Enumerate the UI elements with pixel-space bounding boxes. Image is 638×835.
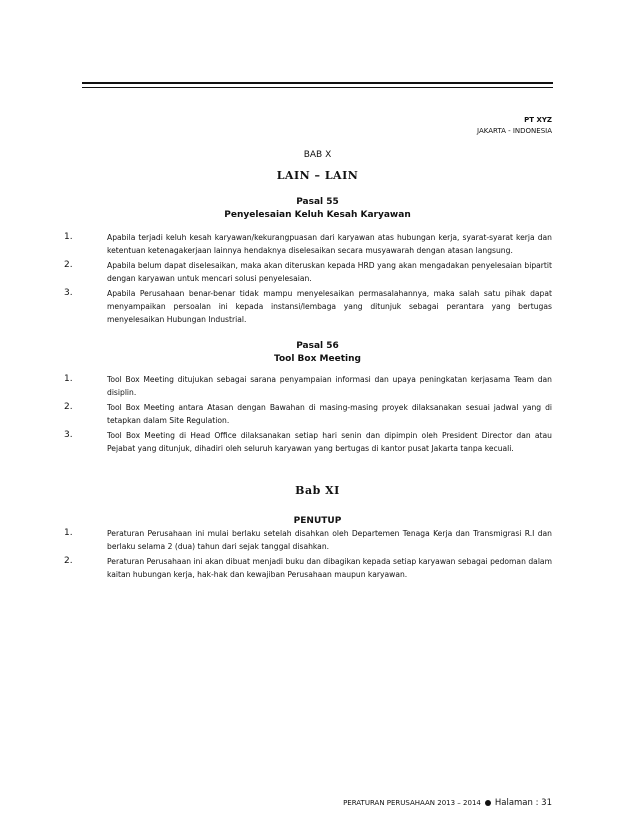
chapter-title: BAB X	[303, 150, 332, 160]
company-name: PT XYZ	[524, 116, 552, 124]
chapter-xi-title: Bab XI	[295, 484, 340, 497]
article-55-list	[64, 231, 552, 328]
list-text: Peraturan Perusahaan ini akan dibuat menjadi buku dan dibagikan kepada setiap karyawan sebagai pedoman dalam kaitan hubungan kerja, hak-hak dan kewajiban Perusahaan maupun karyawan.	[107, 557, 552, 579]
page-number: Halaman : 31	[494, 798, 552, 808]
list-number: 1.	[64, 374, 73, 384]
list-text: Apabila belum dapat diselesaikan, maka akan diteruskan kepada HRD yang akan mengadakan penyelesaian bipartit dengan karyawan untuk mencari solusi penyelesaian.	[107, 261, 552, 283]
list-number: 2.	[64, 402, 73, 412]
list-text: Tool Box Meeting ditujukan sebagai sarana penyampaian informasi dan upaya peningkatan kerjasama Team dan disiplin.	[107, 375, 552, 397]
list-text: Peraturan Perusahaan ini mulai berlaku setelah disahkan oleh Departemen Tenaga Kerja dan Transmigrasi R.I dan berlaku selama 2 (dua) tahun dari sejak tanggal disahkan.	[107, 529, 552, 551]
list-number: 1.	[64, 232, 73, 242]
article-56-title: Tool Box Meeting	[274, 354, 361, 364]
article-55-number: Pasal 55	[296, 197, 339, 207]
footer-doc-title: PERATURAN PERUSAHAAN 2013 – 2014	[343, 799, 481, 807]
company-location: JAKARTA - INDONESIA	[477, 127, 552, 135]
list-text: Apabila terjadi keluh kesah karyawan/kekurangpuasan dari karyawan atas hubungan kerja, syarat-syarat kerja dan ketentuan ketenagakerjaan lainnya hendaknya diselesaikan secara musyawarah dengan atasan langsung.	[107, 233, 552, 255]
list-item	[64, 555, 552, 581]
list-number: 2.	[64, 556, 73, 566]
page-footer	[343, 798, 552, 808]
article-55-title: Penyelesaian Keluh Kesah Karyawan	[224, 210, 411, 220]
chapter-subtitle: LAIN – LAIN	[276, 169, 359, 182]
list-number: 1.	[64, 528, 73, 538]
header-rule-thin	[82, 87, 553, 88]
header-rule	[82, 82, 553, 84]
chapter-xi-subtitle: PENUTUP	[293, 516, 342, 526]
article-56-list	[64, 373, 552, 457]
list-number: 3.	[64, 288, 73, 298]
bullet-dot-icon	[485, 800, 491, 806]
list-item	[64, 401, 552, 427]
list-number: 2.	[64, 260, 73, 270]
closing-list	[64, 527, 552, 583]
list-number: 3.	[64, 430, 73, 440]
list-text: Tool Box Meeting antara Atasan dengan Bawahan di masing-masing proyek dilaksanakan sesuai jadwal yang di tetapkan dalam Site Regulation.	[107, 403, 552, 425]
list-text: Apabila Perusahaan benar-benar tidak mampu menyelesaikan permasalahannya, maka salah satu pihak dapat menyampaikan persoalan ini kepada instansi/lembaga yang ditunjuk sebagai perantara yang bertugas menyelesaikan Hubungan Industrial.	[107, 289, 552, 324]
list-text: Tool Box Meeting di Head Office dilaksanakan setiap hari senin dan dipimpin oleh President Director dan atau Pejabat yang ditunjuk, dihadiri oleh seluruh karyawan yang bertugas di kantor pusat Jakarta tanpa kecuali.	[107, 431, 552, 453]
list-item	[64, 373, 552, 399]
list-item	[64, 429, 552, 455]
list-item	[64, 231, 552, 257]
list-item	[64, 287, 552, 326]
article-56-number: Pasal 56	[296, 341, 339, 351]
list-item	[64, 259, 552, 285]
company-block	[477, 115, 552, 137]
list-item	[64, 527, 552, 553]
